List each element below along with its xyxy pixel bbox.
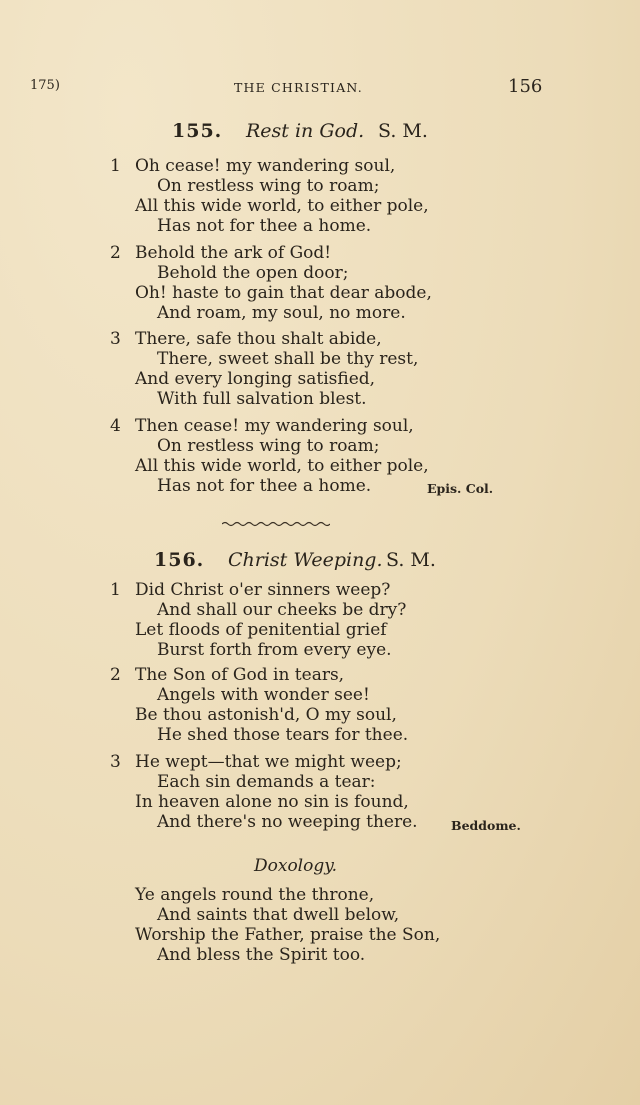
verse-line: And saints that dwell below,	[157, 905, 400, 925]
verse-line: And every longing satisfied,	[135, 369, 376, 389]
hymn-meter: S. M.	[386, 549, 436, 571]
stanza-number: 1	[110, 156, 121, 176]
verse-line: Then cease! my wandering soul,	[135, 416, 414, 436]
hymn-156-author: Beddome.	[451, 818, 521, 833]
verse-line: Worship the Father, praise the Son,	[135, 925, 441, 945]
verse-line: There, sweet shall be thy rest,	[157, 349, 419, 369]
verse-line: The Son of God in tears,	[135, 665, 345, 685]
stanza-number: 2	[110, 243, 121, 263]
verse-line: All this wide world, to either pole,	[135, 456, 429, 476]
verse-line: Each sin demands a tear:	[157, 772, 376, 792]
hymn-number: 156.	[154, 549, 205, 571]
verse-line: And shall our cheeks be dry?	[157, 600, 407, 620]
verse-line: Behold the open door;	[157, 263, 349, 283]
verse-line: On restless wing to roam;	[157, 436, 380, 456]
doxology-title: Doxology.	[254, 856, 337, 876]
stanza-number: 3	[110, 752, 121, 772]
stanza-number: 2	[110, 665, 121, 685]
verse-line: Behold the ark of God!	[135, 243, 332, 263]
hymn-title: Christ Weeping.	[228, 549, 383, 571]
verse-line: Oh cease! my wandering soul,	[135, 156, 396, 176]
verse-line: Burst forth from every eye.	[157, 640, 392, 660]
verse-line: Angels with wonder see!	[157, 685, 370, 705]
verse-line: And roam, my soul, no more.	[157, 303, 406, 323]
page-number: 156	[508, 76, 543, 97]
verse-line: Oh! haste to gain that dear abode,	[135, 283, 432, 303]
verse-line: Has not for thee a home.	[157, 476, 372, 496]
section-divider	[222, 520, 330, 528]
hymn-number: 155.	[172, 120, 223, 142]
verse-line: Has not for thee a home.	[157, 216, 372, 236]
verse-line: Be thou astonish'd, O my soul,	[135, 705, 397, 725]
book-title: THE CHRISTIAN.	[234, 80, 363, 95]
running-head	[0, 76, 640, 100]
verse-line: Let floods of penitential grief	[135, 620, 387, 640]
stanza-number: 3	[110, 329, 121, 349]
stanza-number: 1	[110, 580, 121, 600]
verse-line: And there's no weeping there.	[157, 812, 418, 832]
verse-line: And bless the Spirit too.	[157, 945, 366, 965]
verse-line: With full salvation blest.	[157, 389, 367, 409]
verse-line: In heaven alone no sin is found,	[135, 792, 409, 812]
hymn-title: Rest in God.	[246, 120, 365, 142]
verse-line: Ye angels round the throne,	[135, 885, 375, 905]
verse-line: On restless wing to roam;	[157, 176, 380, 196]
verse-line: He shed those tears for thee.	[157, 725, 409, 745]
hymn-meter: S. M.	[378, 120, 428, 142]
verse-line: All this wide world, to either pole,	[135, 196, 429, 216]
verse-line: There, safe thou shalt abide,	[135, 329, 382, 349]
verse-line: Did Christ o'er sinners weep?	[135, 580, 391, 600]
stanza-number: 4	[110, 416, 121, 436]
verse-line: He wept—that we might weep;	[135, 752, 402, 772]
previous-page-ref: 175)	[30, 78, 60, 93]
hymn-155-author: Epis. Col.	[427, 481, 494, 496]
